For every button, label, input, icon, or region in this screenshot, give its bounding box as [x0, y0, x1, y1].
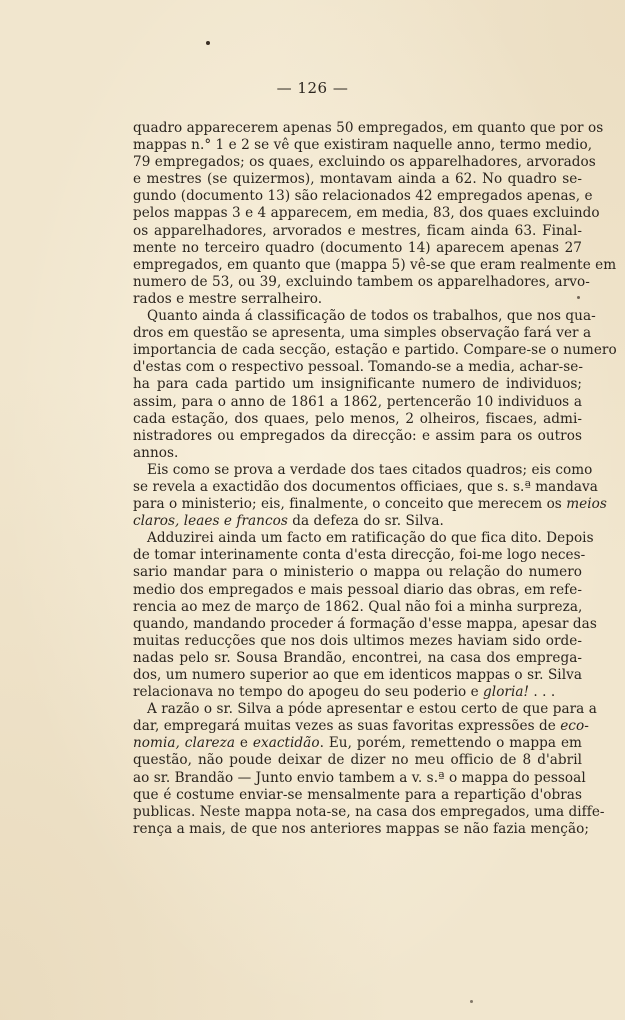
text-line — [133, 188, 593, 205]
paper-spot — [206, 41, 210, 45]
text-line — [133, 530, 594, 547]
text-line — [133, 787, 582, 804]
text-line — [133, 820, 589, 838]
text-segment: importancia de cada secção, estação e partido. Compare-se o numero — [133, 342, 617, 359]
text-line — [133, 428, 582, 445]
text-segment: A razão o sr. Silva a póde apresentar e estou certo de que para a — [147, 701, 597, 718]
text-line — [133, 223, 582, 240]
text-segment: sario mandar para o ministerio o mappa ou relação do numero — [133, 564, 582, 581]
body-text — [133, 120, 617, 838]
text-line — [133, 701, 597, 718]
text-segment: dos, um numero superior ao que em identicos mappas o sr. Silva — [133, 667, 582, 683]
text-segment: mente no terceiro quadro (documento 14) aparecem apenas 27 — [133, 239, 582, 256]
text-line — [133, 411, 582, 428]
text-line — [133, 120, 604, 137]
text-line — [133, 273, 590, 291]
text-segment: publicas. Neste mappa nota-se, na casa dos empregados, uma diffe- — [133, 803, 605, 820]
text-segment: nistradores ou empregados da direcção: e assim para os outros — [133, 427, 582, 444]
text-line — [133, 752, 582, 769]
text-line — [133, 735, 582, 752]
text-segment: cada estação, dos quaes, pelo menos, 2 olheiros, fiscaes, admi- — [133, 410, 582, 427]
text-line — [133, 394, 582, 411]
italic-text: eco- — [560, 718, 589, 735]
text-segment: questão, não poude deixar de dizer no meu officio de 8 d'abril — [133, 752, 582, 769]
text-line — [133, 376, 582, 393]
text-line — [133, 633, 582, 650]
italic-text: exactidão — [252, 735, 320, 752]
text-segment: Eis como se prova a verdade dos taes citados quadros; eis como — [147, 461, 593, 478]
text-segment: numero de 53, ou 39, excluindo tambem os apparelhadores, arvo- — [133, 273, 590, 290]
text-line — [133, 154, 596, 171]
text-segment: medio dos empregados e mais pessoal diario das obras, em refe- — [133, 581, 582, 598]
paper-spot — [470, 1000, 473, 1003]
text-line — [133, 342, 617, 359]
text-line — [133, 137, 593, 154]
text-segment: 79 empregados; os quaes, excluindo os apparelhadores, arvorados — [133, 154, 596, 171]
text-segment: dros em questão se apresenta, uma simples observação fará ver a — [133, 325, 592, 342]
text-line — [133, 205, 600, 222]
text-segment: os apparelhadores, arvorados e mestres, ficam ainda 63. Final- — [133, 222, 582, 239]
text-segment: rença a mais, de que nos anteriores mappas se não fazia menção; — [133, 820, 589, 837]
text-segment: empregados, em quanto que (mappa 5) vê-se que eram realmente em — [133, 256, 617, 273]
italic-text: gloria! — [483, 684, 530, 701]
text-segment: muitas reducções que nos dois ultimos mezes haviam sido orde- — [133, 632, 582, 649]
text-line — [133, 667, 582, 684]
text-line — [133, 564, 582, 581]
text-segment: para o ministerio; eis, finalmente, o conceito que merecem os — [133, 496, 567, 513]
text-segment: rencia ao mez de março de 1862. Qual não foi a minha surpreza, — [133, 598, 583, 615]
text-line — [133, 445, 582, 462]
text-segment: e — [235, 735, 253, 752]
text-line — [133, 171, 582, 188]
text-line — [133, 513, 582, 530]
italic-text: meios — [566, 496, 607, 513]
text-segment: ao sr. Brandão — Junto envio tambem a v. s.ª o mappa do pessoal — [133, 769, 586, 786]
text-line — [133, 496, 607, 513]
text-line — [133, 359, 582, 376]
text-segment: quando, mandando proceder á formação d'esse mappa, apesar das — [133, 615, 597, 632]
text-line — [133, 684, 582, 701]
text-segment: . . . — [529, 684, 556, 701]
text-segment: annos. — [133, 444, 179, 461]
text-line — [133, 291, 582, 308]
text-segment: ha para cada partido um insignificante numero de individuos; — [133, 376, 582, 393]
text-line — [133, 547, 586, 564]
page-number: — 126 — — [276, 79, 349, 97]
text-segment: dar, empregará muitas vezes as suas favoritas expressões de — [133, 718, 561, 735]
text-line — [133, 325, 592, 342]
text-segment: d'estas com o respectivo pessoal. Tomando-se a media, achar-se- — [133, 359, 584, 376]
text-segment: gundo (documento 13) são relacionados 42 empregados apenas, e — [133, 188, 593, 205]
text-segment: relacionava no tempo do apogeu do seu poderio e — [133, 684, 484, 701]
text-line — [133, 240, 582, 257]
text-segment: assim, para o anno de 1861 a 1862, pertencerão 10 individuos a — [133, 393, 582, 410]
text-line — [133, 461, 593, 479]
text-segment: Adduzirei ainda um facto em ratificação do que fica dito. Depois — [147, 530, 594, 547]
text-line — [133, 718, 589, 735]
text-segment: pelos mappas 3 e 4 apparecem, em media, 83, dos quaes excluindo — [133, 205, 600, 222]
text-segment: rados e mestre serralheiro. — [133, 290, 323, 307]
text-segment: . Eu, porém, remettendo o mappa em — [319, 735, 582, 752]
text-segment: Quanto ainda á classificação de todos os trabalhos, que nos qua- — [147, 308, 596, 325]
text-line — [133, 769, 586, 787]
text-segment: que é costume enviar-se mensalmente para a repartição d'obras — [133, 786, 582, 803]
text-segment: nadas pelo sr. Sousa Brandão, encontrei, na casa dos emprega- — [133, 649, 582, 666]
italic-text: nomia, clareza — [133, 735, 236, 752]
text-segment: mappas n.° 1 e 2 se vê que existiram naquelle anno, termo medio, — [133, 137, 593, 154]
text-line — [133, 582, 582, 599]
text-line — [133, 308, 596, 325]
text-line — [133, 478, 598, 496]
text-segment: e mestres (se quizermos), montavam ainda a 62. No quadro se- — [133, 171, 582, 188]
text-line — [133, 615, 597, 633]
text-line — [133, 599, 582, 616]
text-segment: se revela a exactidão dos documentos officiaes, que s. s.ª mandava — [133, 478, 598, 495]
text-segment: de tomar interinamente conta d'esta direcção, foi-me logo neces- — [133, 547, 586, 564]
text-segment: quadro apparecerem apenas 50 empregados, em quanto que por os — [133, 120, 604, 136]
italic-text: claros, leaes e francos — [133, 513, 288, 530]
text-segment: da defeza do sr. Silva. — [287, 513, 444, 530]
text-line — [133, 803, 605, 821]
text-line — [133, 256, 617, 274]
text-line — [133, 650, 582, 667]
